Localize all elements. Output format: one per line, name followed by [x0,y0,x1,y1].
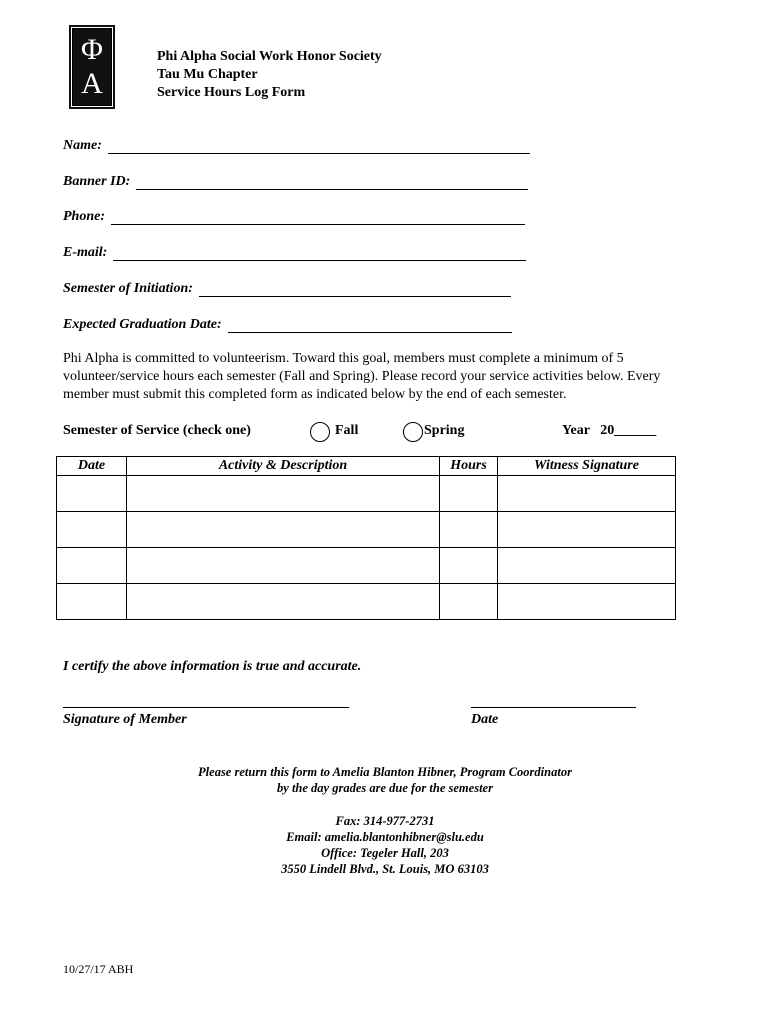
semester-initiation-field[interactable] [63,281,511,297]
date-cell[interactable] [57,548,127,584]
return-instructions: Please return this form to Amelia Blanton Hibner, Program Coordinator [198,765,572,779]
witness-cell[interactable] [498,548,676,584]
name-label: Name: [63,138,102,153]
phi-alpha-logo [72,28,112,106]
semester-initiation-label: Semester of Initiation: [63,281,193,296]
activity-column-header: Activity & Description [127,457,440,476]
expected-graduation-label: Expected Graduation Date: [63,317,222,332]
banner-id-line[interactable] [136,175,528,190]
hours-cell[interactable] [440,476,498,512]
activity-cell[interactable] [127,512,440,548]
phone-field[interactable] [63,209,525,225]
contact-office: Office: Tegeler Hall, 203 [321,846,449,860]
header-form-title: Service Hours Log Form [157,85,306,100]
banner-id-field[interactable] [63,174,528,190]
table-row [57,548,676,584]
member-signature-line[interactable] [63,706,349,708]
year-field[interactable]: Year 20______ [562,423,657,438]
phone-line[interactable] [111,210,525,225]
date-signature-label: Date [471,712,499,727]
fall-radio[interactable] [310,422,330,442]
email-field[interactable] [63,245,526,261]
table-row [57,476,676,512]
footer-revision: 10/27/17 ABH [63,962,134,976]
contact-fax: Fax: 314-977-2731 [335,814,435,828]
member-signature-label: Signature of Member [63,712,187,727]
logo-phi-letter: Φ [81,33,103,66]
name-line[interactable] [108,139,530,154]
service-log-table [56,456,676,620]
header-chapter: Tau Mu Chapter [157,67,258,82]
date-cell[interactable] [57,476,127,512]
spring-radio[interactable] [403,422,423,442]
spring-label: Spring [424,423,465,438]
contact-email: Email: amelia.blantonhibner@slu.edu [286,830,484,844]
date-cell[interactable] [57,512,127,548]
certification-statement: I certify the above information is true and accurate. [63,659,362,674]
contact-address: 3550 Lindell Blvd., St. Louis, MO 63103 [281,862,489,876]
intro-paragraph: Phi Alpha is committed to volunteerism. Toward this goal, members must complete a minimum of 5 volunteer/service hours each semester (Fall and Spring). Please record your service activities below. Every member must submit this completed form as indicated below by the end of each semester. [63,351,661,402]
date-cell[interactable] [57,584,127,620]
hours-cell[interactable] [440,584,498,620]
date-signature-line[interactable] [471,706,636,708]
activity-cell[interactable] [127,548,440,584]
email-line[interactable] [113,246,526,261]
witness-cell[interactable] [498,584,676,620]
hours-cell[interactable] [440,548,498,584]
table-row [57,584,676,620]
hours-column-header: Hours [440,457,498,476]
phone-label: Phone: [63,209,105,224]
semester-initiation-line[interactable] [199,282,511,297]
witness-cell[interactable] [498,512,676,548]
return-deadline: by the day grades are due for the semester [277,781,493,795]
table-header-row [57,457,676,476]
header-society: Phi Alpha Social Work Honor Society [157,49,382,64]
witness-column-header: Witness Signature [498,457,676,476]
semester-label: Semester of Service (check one) [63,423,251,438]
expected-graduation-line[interactable] [228,318,512,333]
activity-cell[interactable] [127,584,440,620]
hours-cell[interactable] [440,512,498,548]
logo-alpha-letter: A [81,67,103,100]
expected-graduation-field[interactable] [63,317,512,333]
name-field[interactable] [63,138,530,154]
date-column-header: Date [57,457,127,476]
banner-id-label: Banner ID: [63,174,131,189]
email-label: E-mail: [63,245,108,260]
table-row [57,512,676,548]
activity-cell[interactable] [127,476,440,512]
witness-cell[interactable] [498,476,676,512]
fall-label: Fall [335,423,359,438]
